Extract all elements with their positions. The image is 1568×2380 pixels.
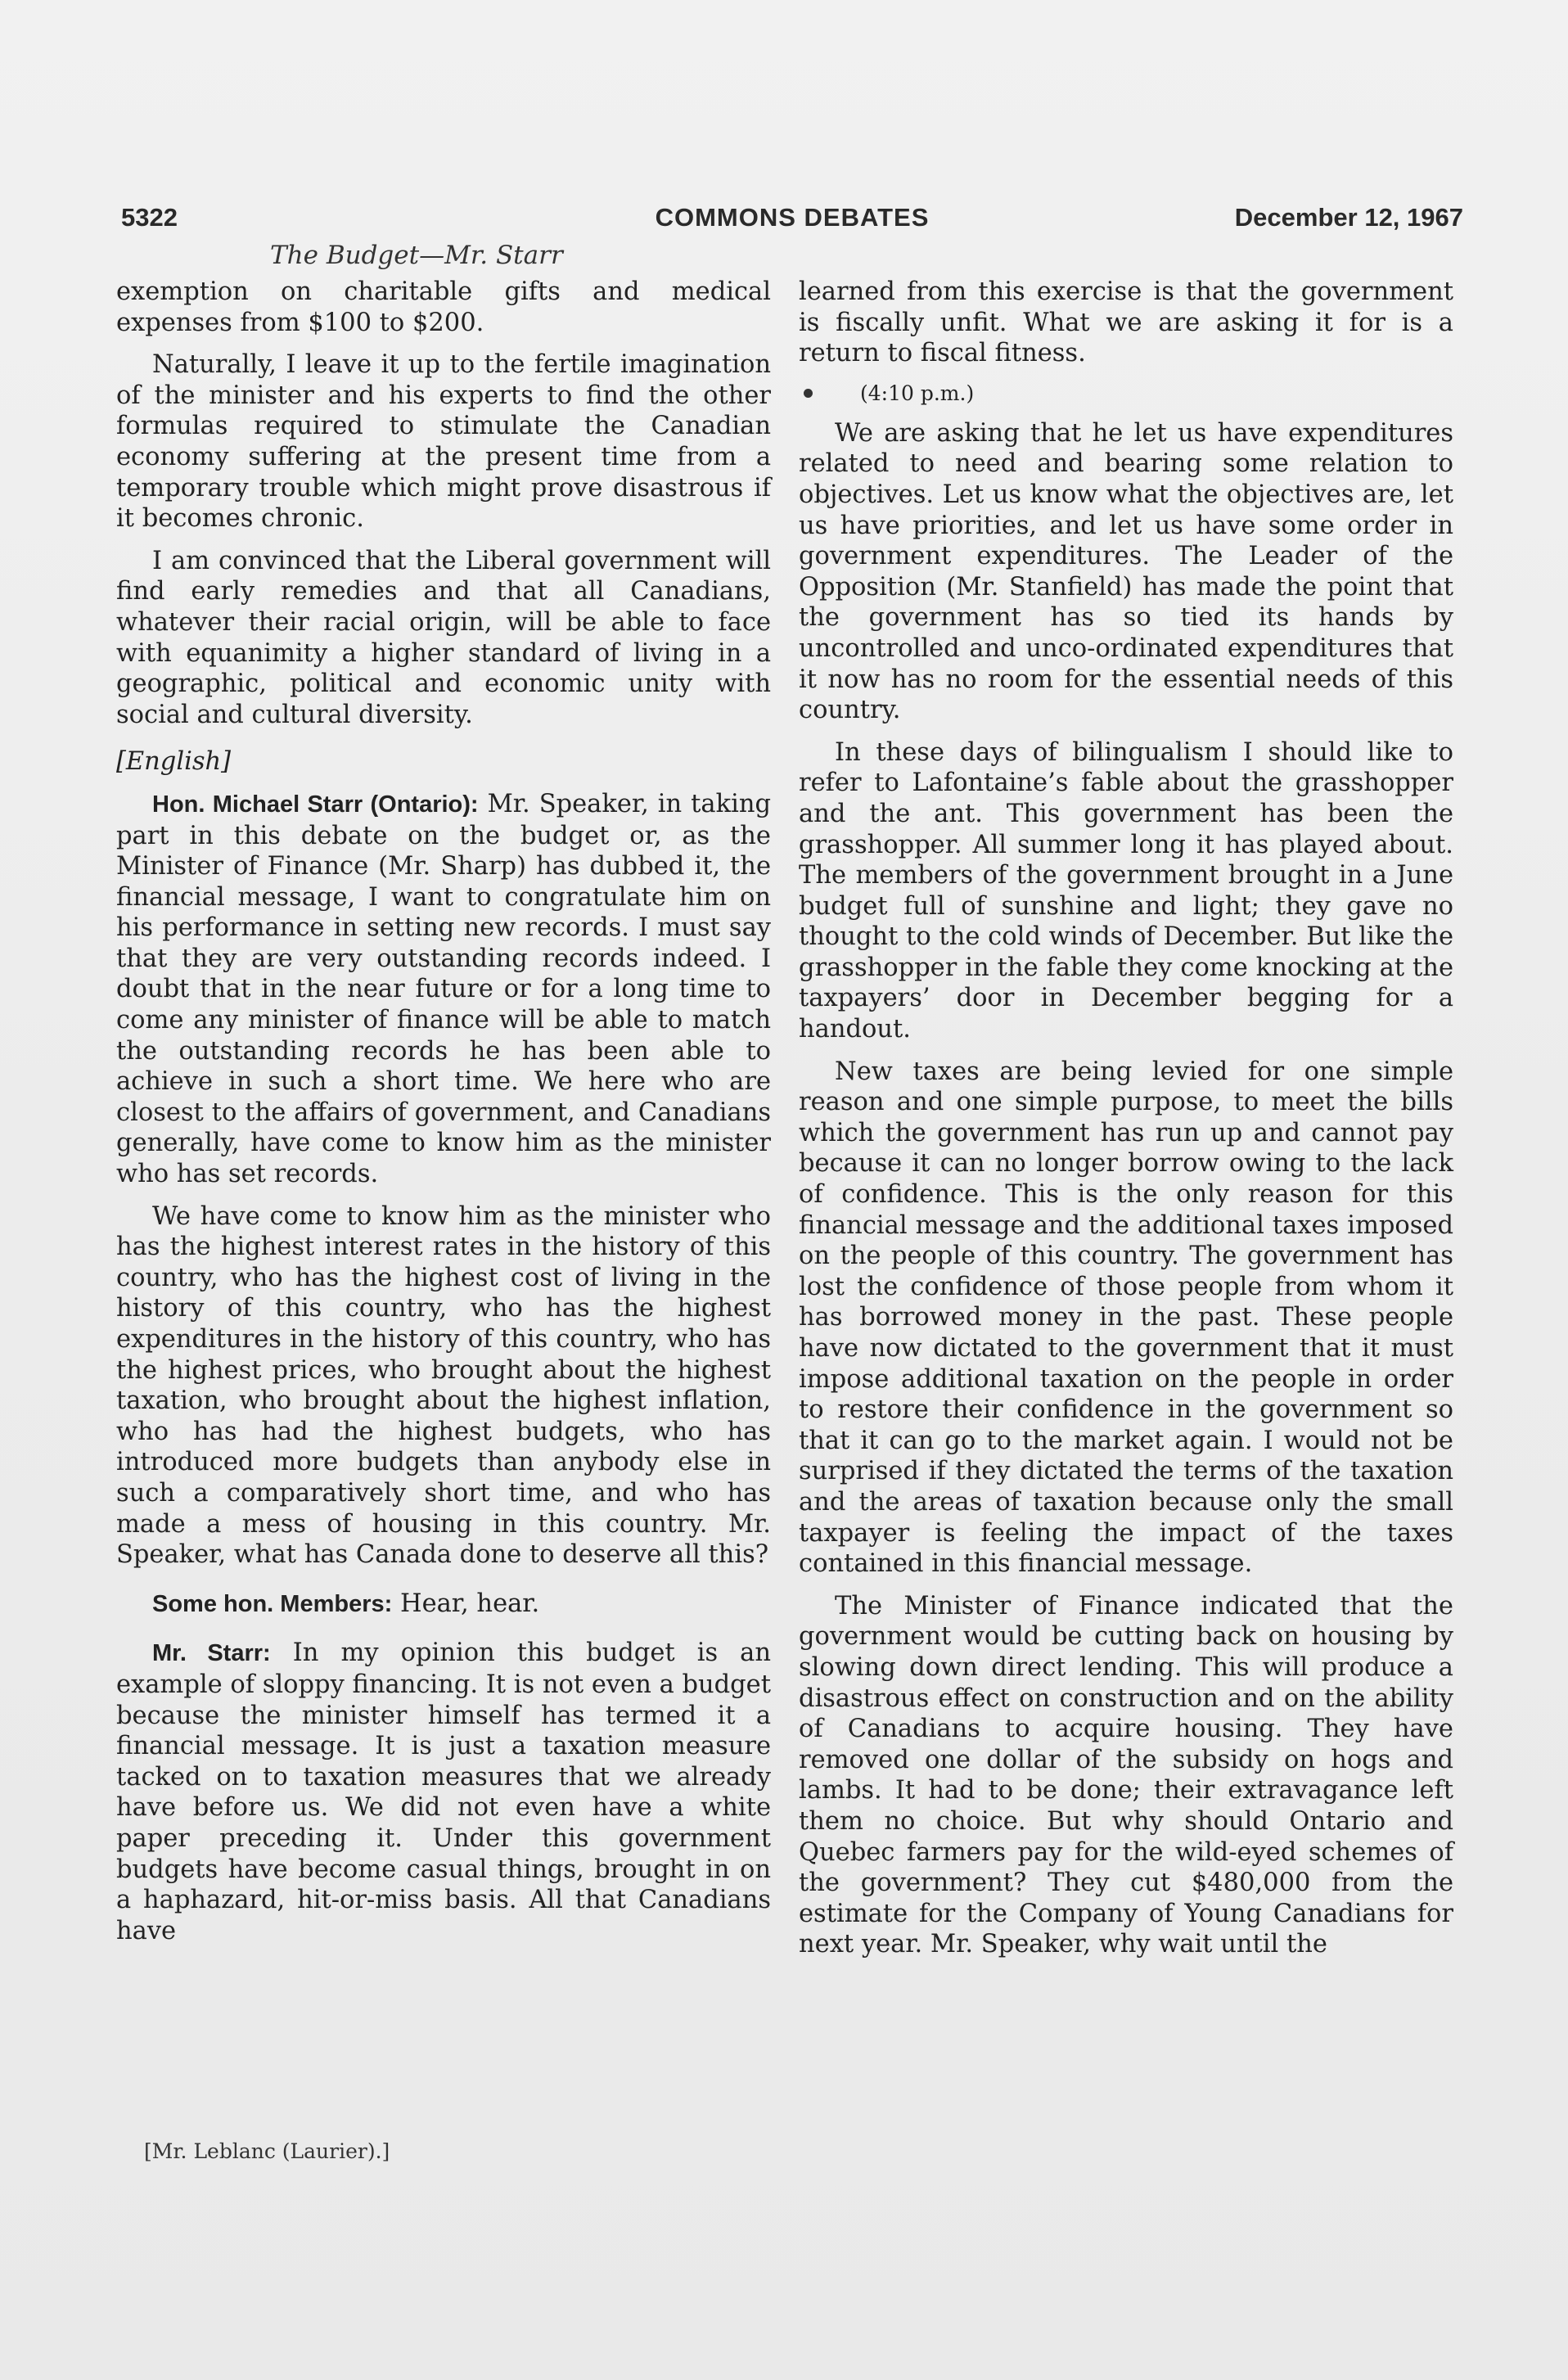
bullet-icon [804, 389, 813, 398]
paragraph: Naturally, I leave it up to the fertile imagination of the minister and his experts to find the other formulas required to stimulate the Canadian economy suffering at the present time from a temporary trouble which might prove disastrous if it becomes chronic. [116, 350, 771, 534]
speaker-footer-note: [Mr. Leblanc (Laurier).] [144, 2139, 390, 2163]
publication-title: COMMONS DEBATES [655, 203, 930, 232]
speaker-name: Hon. Michael Starr (Ontario): [152, 791, 479, 818]
paragraph: New taxes are being levied for one simple reason and one simple purpose, to meet the bills which the government has run up and cannot pay because it can no longer borrow owing to the lack of confidence. This is the only reason for this financial message and the additional taxes imposed on the people of this country. The government has lost the confidence of those people from whom it has borrowed money in the past. These people have now dictated to the government that it must impose additional taxation on the people in order to restore their confidence in the government so that it can go to the market again. I would not be surprised if they dictated the terms of the taxation and the areas of taxation because only the small taxpayer is feeling the impact of the taxes contained in this financial message. [799, 1057, 1453, 1579]
paragraph: We are asking that he let us have expenditures related to need and bearing some relation to objectives. Let us know what the objectives are, let us have priorities, and let us have some order in government expenditures. The Leader of the Opposition (Mr. Stanfield) has made the point that the government has so tied its hands by uncontrolled and unco-ordinated expenditures that it now has no room for the essential needs of this country. [799, 418, 1453, 725]
speech-paragraph [116, 1589, 771, 1620]
right-column [799, 277, 1453, 1972]
paragraph: exemption on charitable gifts and medical expenses from $100 to $200. [116, 277, 771, 337]
paragraph: I am convinced that the Liberal government will find early remedies and that all Canadians, whatever their racial origin, will be able to face with equanimity a higher standard of living in a geographic, political and economic unity with social and cultural diversity. [116, 546, 771, 729]
timestamp: (4:10 p.m.) [860, 381, 975, 405]
speech-text: In my opinion this budget is an example of sloppy financing. It is not even a budget because the minister himself has termed it a financial message. It is just a taxation measure tacked on to taxation measures that we already have before us. We did not even have a white paper preceding it. Under this government budgets have become casual things, brought in on a haphazard, hit-or-miss basis. All that Canadians have [116, 1639, 771, 1945]
left-column [116, 277, 771, 1958]
page-header [121, 203, 1463, 236]
speaker-name: Some hon. Members: [152, 1590, 393, 1617]
issue-date: December 12, 1967 [1234, 203, 1463, 232]
paragraph: We have come to know him as the minister who has the highest interest rates in the history of this country, who has the highest cost of living in the history of this country, who has the highest expenditures in the history of this country, who has the highest prices, who brought about the highest taxation, who brought about the highest inflation, who has had the highest budgets, who has introduced more budgets than anybody else in such a comparatively short time, and who has made a mess of housing in this country. Mr. Speaker, what has Canada done to deserve all this? [116, 1201, 771, 1570]
running-head: The Budget—Mr. Starr [270, 241, 563, 270]
paragraph: In these days of bilingualism I should like to refer to Lafontaine’s fable about the grasshopper and the ant. This government has been the grasshopper. All summer long it has played about. The members of the government brought in a June budget full of sunshine and light; they gave no thought to the cold winds of December. But like the grasshopper in the fable they come knocking at the taxpayers’ door in December begging for a handout. [799, 737, 1453, 1044]
language-marker: [English] [116, 747, 232, 777]
page-number: 5322 [121, 203, 178, 232]
timestamp-line [799, 381, 1453, 407]
speech-text: Mr. Speaker, in taking part in this debate on the budget or, as the Minister of Finance (Mr. Sharp) has dubbed it, the financial message, I want to congratulate him on his performance in setting new records. I must say that they are very outstanding records indeed. I doubt that in the near future or for a long time to come any minister of finance will be able to match the outstanding records he has been able to achieve in such a short time. We here who are closest to the affairs of government, and Canadians generally, have come to know him as the minister who has set records. [116, 789, 771, 1189]
speech-paragraph [116, 789, 771, 1190]
speaker-name: Mr. Starr: [152, 1640, 271, 1667]
speech-text: Hear, hear. [392, 1589, 540, 1618]
speech-paragraph [116, 1638, 771, 1946]
paragraph: The Minister of Finance indicated that the government would be cutting back on housing by slowing down direct lending. This will produce a disastrous effect on construction and on the ability of Canadians to acquire housing. They have removed one dollar of the subsidy on hogs and lambs. It had to be done; their extravagance left them no choice. But why should Ontario and Quebec farmers pay for the wild-eyed schemes of the government? They cut $480,000 from the estimate for the Company of Young Canadians for next year. Mr. Speaker, why wait until the [799, 1591, 1453, 1959]
paragraph: learned from this exercise is that the government is fiscally unfit. What we are asking it for is a return to fiscal fitness. [799, 277, 1453, 368]
